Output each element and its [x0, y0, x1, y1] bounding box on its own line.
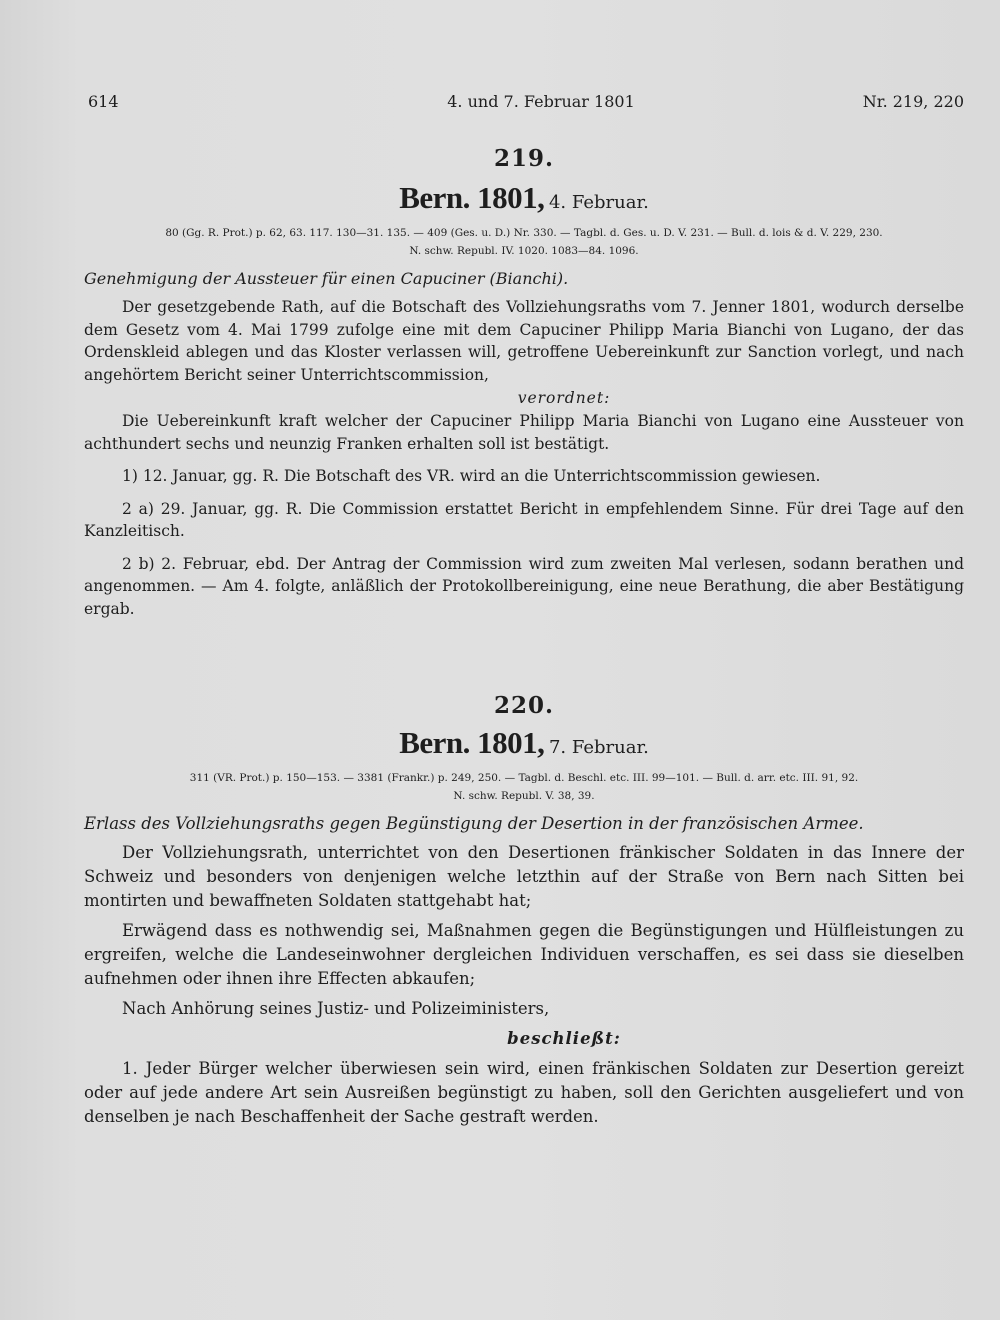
footnote-paragraph: 2 b) 2. Februar, ebd. Der Antrag der Commission wird zum zweiten Mal verlesen, sodann berathen und angenommen. — Am 4. folgte, anläßlich der Protokollbereinigung, eine neue Berathung, die aber Bestätigung ergab. — [84, 554, 964, 618]
doc-number: 220. — [493, 692, 555, 719]
footnote-paragraph: 1) 12. Januar, gg. R. Die Botschaft des VR. wird an die Unterrichtscommission gewiesen. — [122, 467, 821, 485]
preamble-paragraph: Nach Anhörung seines Justiz- und Polizeiministers, — [122, 999, 550, 1018]
preamble-paragraph: Erwägend dass es nothwendig sei, Maßnahmen gegen die Begünstigungen und Hülfleistungen zu ergreifen, welche die Landeseinwohner dergleichen Individuen verschaffen, es sei dass sie dieselben aufnehmen oder ihnen ihre Effecten abkaufen; — [84, 921, 964, 988]
article-paragraph: 1. Jeder Bürger welcher überwiesen sein wird, einen fränkischen Soldaten zur Desertion gereizt oder auf jede andere Art sein Ausreißen begünstigt zu haben, soll den Gerichten ausgeliefert und von denselben je nach Beschaffenheit der Sache gestraft werden. — [84, 1059, 964, 1126]
doc-rubric: Genehmigung der Aussteuer für einen Capuciner (Bianchi). — [84, 269, 569, 288]
doc-date: 4. Februar. — [548, 192, 649, 213]
refs-line: N. schw. Republ. IV. 1020. 1083—84. 1096. — [409, 245, 639, 257]
doc-references — [84, 769, 964, 805]
preamble-paragraph: Der gesetzgebende Rath, auf die Botschaft des Vollziehungsraths vom 7. Jenner 1801, wodurch derselbe dem Gesetz vom 4. Mai 1799 zufolge eine mit dem Capuciner Philipp Maria Bianchi von Lugano, der das Ordenskleid ablegen und das Kloster verlassen will, getroffene Uebereinkunft zur Sanction vorlegt, und nach angehörtem Bericht seiner Unterrichtscommission, — [84, 298, 964, 384]
verdict-word: beschließt: — [507, 1029, 621, 1048]
document-220 — [84, 692, 964, 1129]
doc-number: 219. — [493, 145, 555, 172]
preamble-paragraph: Der Vollziehungsrath, unterrichtet von den Desertionen fränkischer Soldaten in das Innere der Schweiz und besonders von denjenigen welche letzthin auf der Straße von Bern nach Sitten bei montirten und bewaffneten Soldaten stattgehabt hat; — [84, 843, 964, 910]
doc-rubric: Erlass des Vollziehungsraths gegen Begünstigung der Desertion in der französischen Armee. — [84, 814, 864, 833]
running-header — [88, 92, 964, 116]
refs-line: 80 (Gg. R. Prot.) p. 62, 63. 117. 130—31. 135. — 409 (Ges. u. D.) Nr. 330. — Tagbl. d. Ges. u. D. V. 231. — Bull. d. lois & d. V. 229, 230. — [165, 227, 883, 239]
doc-date: 7. Februar. — [548, 737, 649, 758]
doc-place-year: Bern. 1801, — [399, 725, 545, 760]
refs-line: N. schw. Republ. V. 38, 39. — [453, 790, 595, 802]
verdict-word: verordnet: — [517, 389, 611, 407]
decision-paragraph: Die Uebereinkunft kraft welcher der Capuciner Philipp Maria Bianchi von Lugano eine Aussteuer von achthundert sechs und neunzig Franken erhalten soll ist bestätigt. — [84, 412, 964, 453]
doc-heading — [84, 726, 964, 765]
doc-heading — [84, 181, 964, 220]
refs-line: 311 (VR. Prot.) p. 150—153. — 3381 (Frankr.) p. 249, 250. — Tagbl. d. Beschl. etc. III. 99—101. — Bull. d. arr. etc. III. 91, 92. — [189, 772, 859, 784]
doc-place-year: Bern. 1801, — [399, 180, 545, 215]
header-doc-numbers: Nr. 219, 220 — [862, 92, 964, 111]
page-number: 614 — [88, 92, 119, 111]
footnote-paragraph: 2 a) 29. Januar, gg. R. Die Commission erstattet Bericht in empfehlendem Sinne. Für drei Tage auf den Kanzleitisch. — [84, 499, 964, 540]
doc-references — [84, 224, 964, 260]
document-219 — [84, 145, 964, 620]
header-date: 4. und 7. Februar 1801 — [447, 92, 635, 111]
